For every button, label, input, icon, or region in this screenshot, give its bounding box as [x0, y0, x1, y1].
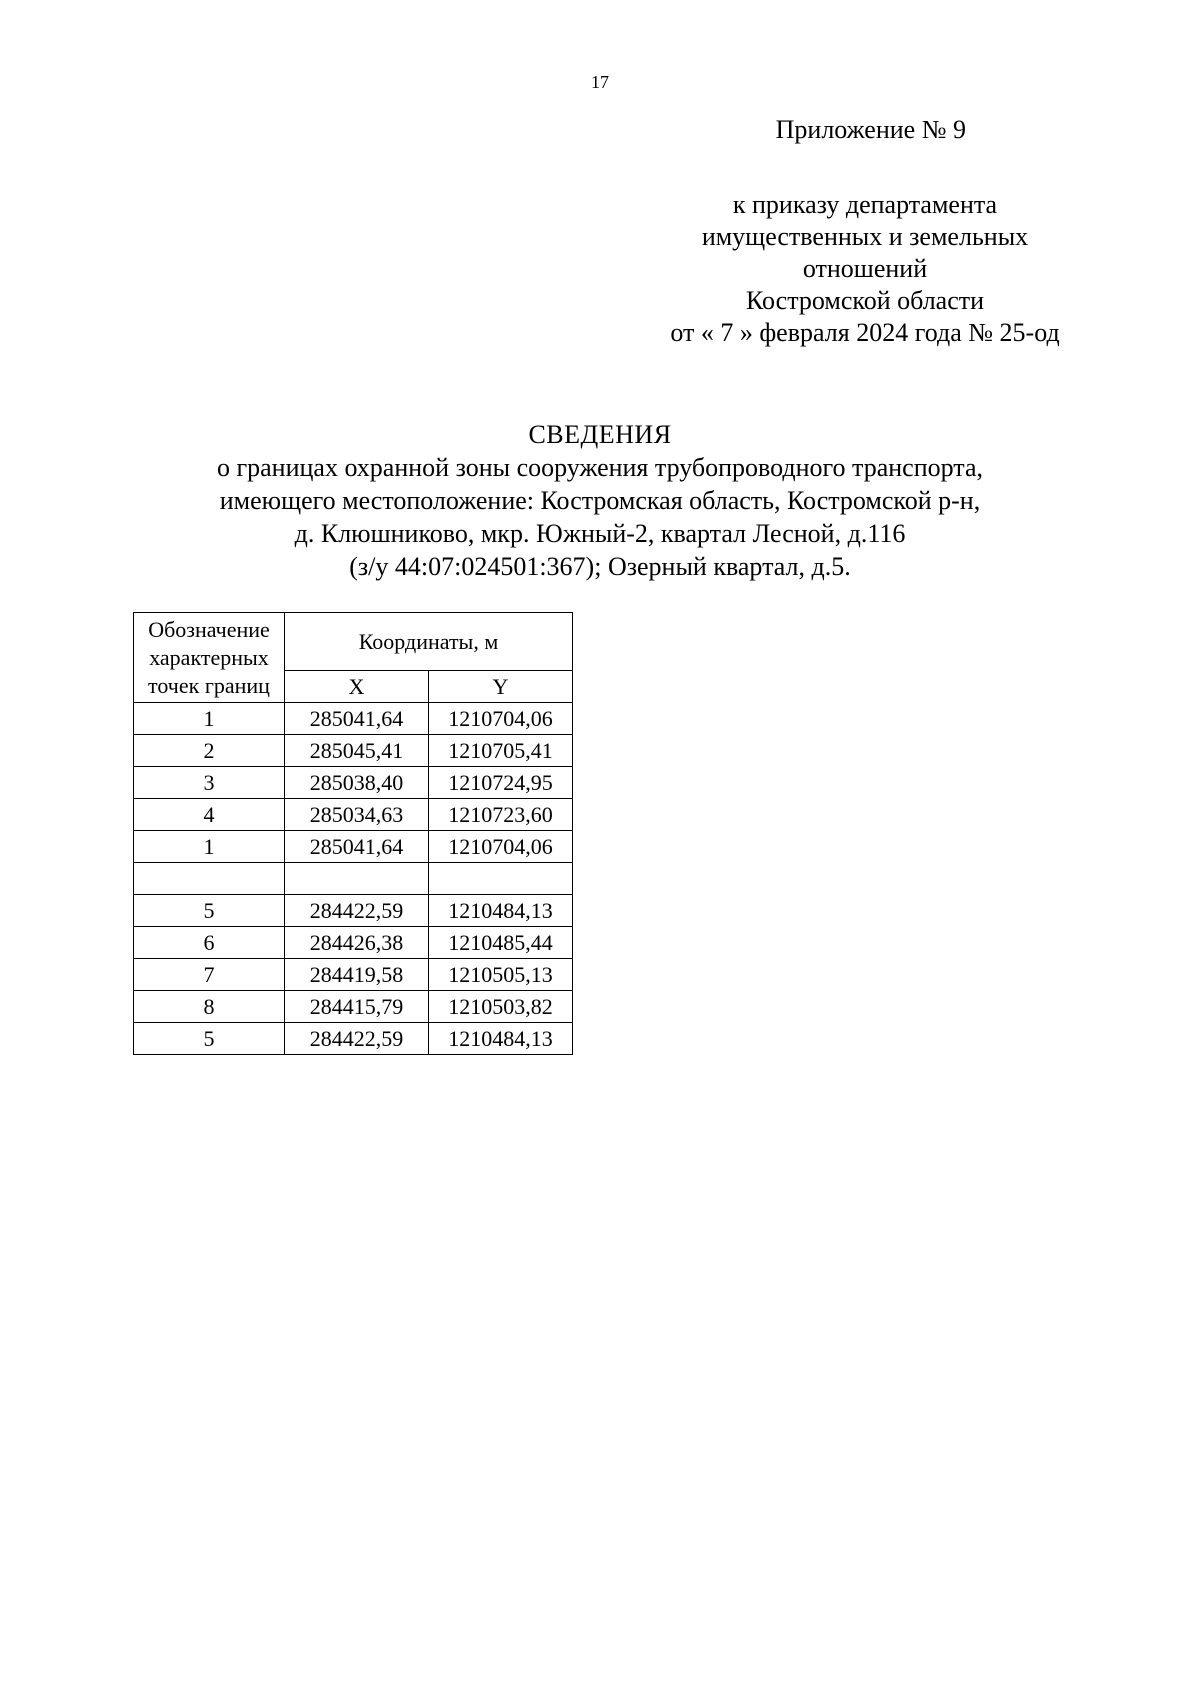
title-line: имеющего местоположение: Костромская область, Костромской р-н, [219, 486, 981, 515]
cell-x [285, 863, 429, 895]
table-row [134, 799, 573, 831]
title-line: (з/у 44:07:024501:367); Озерный квартал, д.5. [349, 552, 851, 581]
cell-y: 1210723,60 [429, 799, 573, 831]
cell-y: 1210484,13 [429, 1023, 573, 1055]
cell-y: 1210704,06 [429, 831, 573, 863]
order-line: имущественных и земельных [701, 222, 1029, 251]
table-row [134, 831, 573, 863]
cell-x: 284419,58 [285, 959, 429, 991]
cell-x: 284415,79 [285, 991, 429, 1023]
cell-x: 284422,59 [285, 1023, 429, 1055]
cell-point: 3 [134, 767, 285, 799]
header-x: X [285, 671, 429, 703]
table-row [134, 767, 573, 799]
table-header [134, 613, 573, 703]
cell-point: 7 [134, 959, 285, 991]
header-point-designation [134, 613, 285, 703]
table-row [134, 959, 573, 991]
cell-x: 285041,64 [285, 831, 429, 863]
cell-y: 1210705,41 [429, 735, 573, 767]
cell-x: 285034,63 [285, 799, 429, 831]
order-reference [640, 189, 1090, 349]
table-row [134, 735, 573, 767]
order-line: Костромской области [745, 286, 985, 315]
cell-y: 1210505,13 [429, 959, 573, 991]
cell-point: 1 [134, 703, 285, 735]
cell-y: 1210704,06 [429, 703, 573, 735]
header-y: Y [429, 671, 573, 703]
title-line: д. Клюшниково, мкр. Южный-2, квартал Лесной, д.116 [294, 519, 906, 548]
table-row [134, 703, 573, 735]
table-row [134, 895, 573, 927]
cell-point: 4 [134, 799, 285, 831]
cell-y: 1210485,44 [429, 927, 573, 959]
order-line: от « 7 » февраля 2024 года № 25-од [670, 318, 1060, 347]
cell-point: 5 [134, 1023, 285, 1055]
table-row [134, 1023, 573, 1055]
page-number-text: 17 [591, 72, 609, 92]
cell-x: 285041,64 [285, 703, 429, 735]
table-body [134, 703, 573, 1055]
cell-point: 8 [134, 991, 285, 1023]
cell-point: 2 [134, 735, 285, 767]
cell-point: 1 [134, 831, 285, 863]
table-row [134, 927, 573, 959]
header-coordinates: Координаты, м [285, 613, 573, 671]
document-title [0, 418, 1200, 583]
order-line: к приказу департамента [732, 190, 998, 219]
cell-y: 1210484,13 [429, 895, 573, 927]
order-line: отношений [802, 254, 928, 283]
coordinates-table [133, 612, 573, 1055]
appendix-label: Приложение № 9 [775, 115, 966, 144]
cell-x: 285038,40 [285, 767, 429, 799]
title-heading: СВЕДЕНИЯ [528, 420, 672, 449]
cell-x: 285045,41 [285, 735, 429, 767]
cell-y: 1210724,95 [429, 767, 573, 799]
cell-point [134, 863, 285, 895]
cell-x: 284426,38 [285, 927, 429, 959]
cell-y: 1210503,82 [429, 991, 573, 1023]
header-point-line: точек границ [148, 672, 270, 698]
table-row-empty [134, 863, 573, 895]
page-number [0, 72, 1200, 92]
header-point-line: Обозначение [148, 616, 270, 642]
header-point-line: характерных [149, 644, 269, 670]
cell-y [429, 863, 573, 895]
cell-point: 6 [134, 927, 285, 959]
table-row [134, 991, 573, 1023]
cell-point: 5 [134, 895, 285, 927]
title-line: о границах охранной зоны сооружения трубопроводного транспорта, [216, 453, 984, 482]
cell-x: 284422,59 [285, 895, 429, 927]
